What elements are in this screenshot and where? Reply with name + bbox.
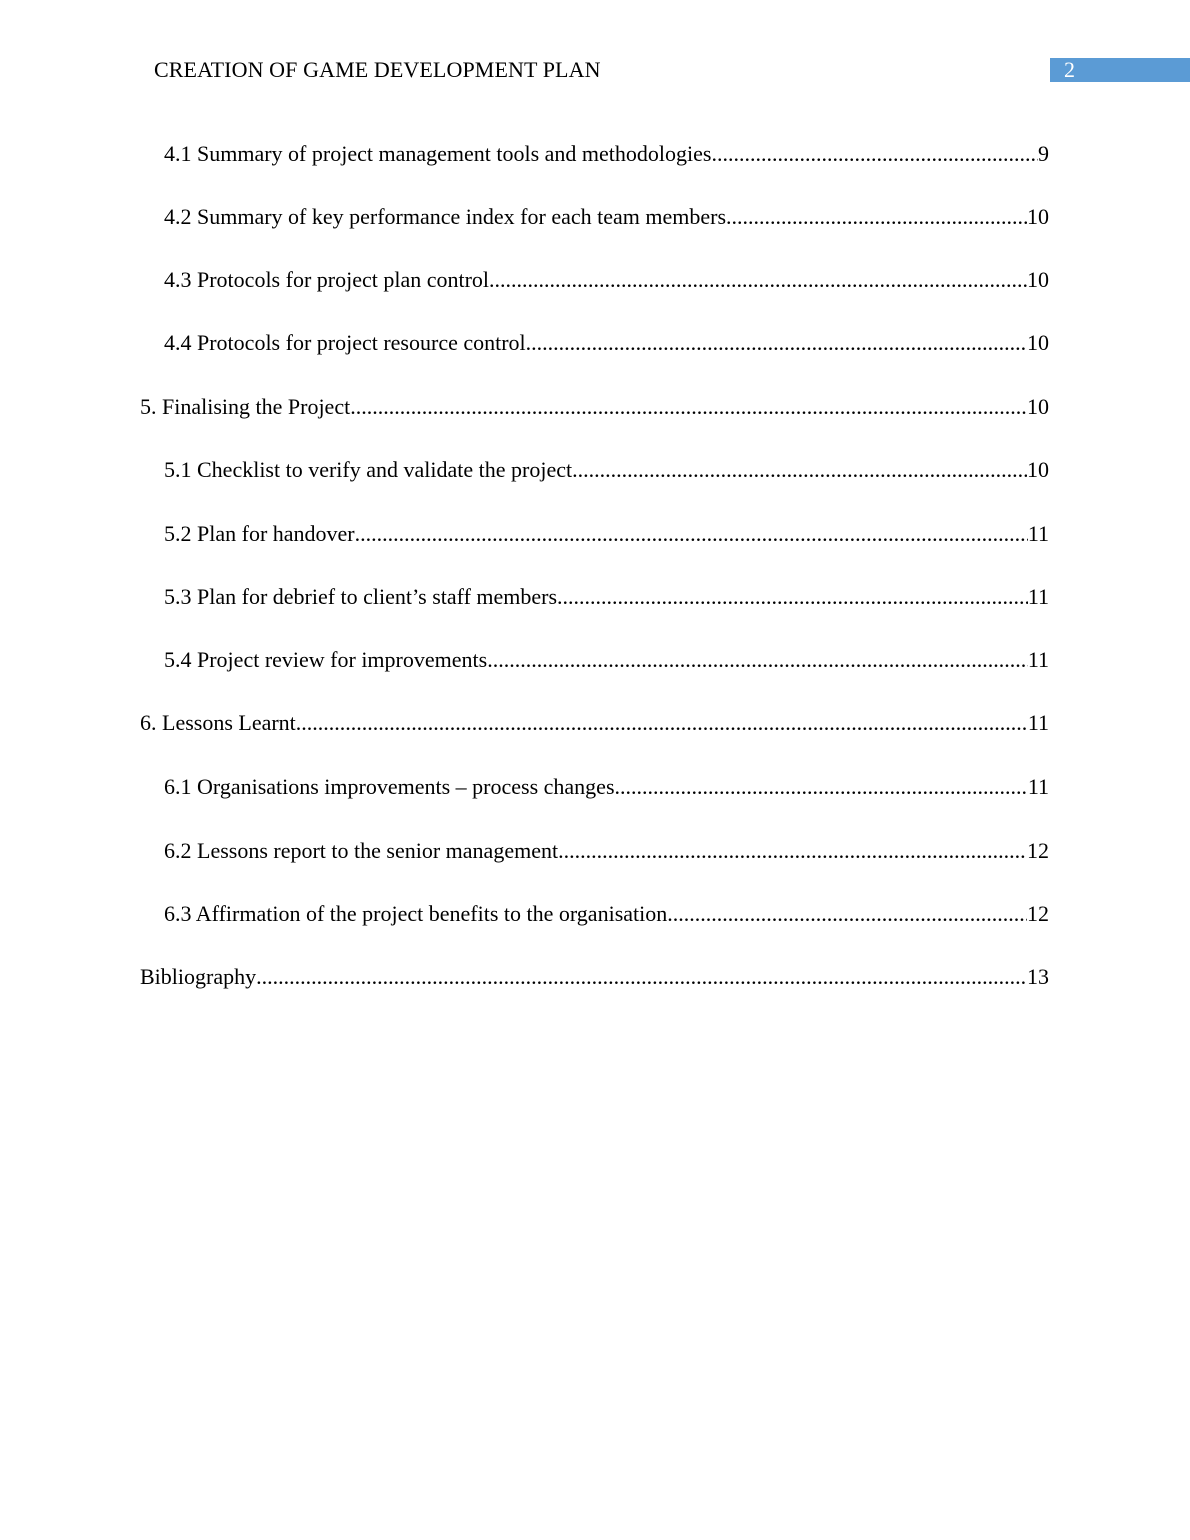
toc-entry-page: 10 <box>1027 267 1049 292</box>
toc-entry[interactable] <box>164 900 1049 928</box>
toc-entry[interactable] <box>164 329 1049 357</box>
toc-entry[interactable] <box>164 773 1049 801</box>
toc-entry-page: 10 <box>1027 204 1049 229</box>
toc-entry-page: 10 <box>1027 457 1049 482</box>
toc-entry-title: 6.1 Organisations improvements – process changes <box>164 774 615 799</box>
toc-entry-title: 5.2 Plan for handover <box>164 521 355 546</box>
toc-dot-leader <box>615 773 1028 801</box>
toc-entry-page: 13 <box>1027 964 1049 989</box>
toc-entry-title: 5.3 Plan for debrief to client’s staff members <box>164 584 558 609</box>
toc-entry-page: 12 <box>1027 838 1049 863</box>
toc-dot-leader <box>256 963 1027 991</box>
toc-dot-leader <box>355 520 1028 548</box>
toc-entry-title: 6.3 Affirmation of the project benefits to the organisation <box>164 901 668 926</box>
toc-entry-page: 11 <box>1027 584 1049 609</box>
toc-entry[interactable] <box>140 393 1049 421</box>
toc-dot-leader <box>296 709 1028 737</box>
toc-dot-leader <box>350 393 1027 421</box>
toc-dot-leader <box>572 456 1027 484</box>
toc-entry[interactable] <box>140 709 1049 737</box>
toc-entry-title: 4.2 Summary of key performance index for each team members <box>164 204 727 229</box>
toc-dot-leader <box>726 203 1027 231</box>
toc-entry[interactable] <box>164 646 1049 674</box>
toc-entry-page: 11 <box>1027 521 1049 546</box>
toc-entry-page: 11 <box>1027 710 1049 735</box>
toc-entry-page: 12 <box>1027 901 1049 926</box>
toc-entry-title: Bibliography <box>140 964 257 989</box>
toc-entry-page: 11 <box>1027 774 1049 799</box>
toc-entry-page: 9 <box>1038 141 1049 166</box>
toc-dot-leader <box>526 329 1027 357</box>
toc-dot-leader <box>489 266 1027 294</box>
toc-entry[interactable] <box>164 203 1049 231</box>
toc-dot-leader <box>667 900 1027 928</box>
toc-entry-page: 10 <box>1027 330 1049 355</box>
toc-entry-title: 5.4 Project review for improvements <box>164 647 488 672</box>
toc-entry-title: 4.4 Protocols for project resource control <box>164 330 526 355</box>
toc-entry[interactable] <box>164 583 1049 611</box>
toc-entry[interactable] <box>164 456 1049 484</box>
toc-dot-leader <box>557 583 1028 611</box>
toc-entry-title: 4.1 Summary of project management tools and methodologies <box>164 141 712 166</box>
toc-entry[interactable] <box>164 837 1049 865</box>
page-number-badge <box>1050 58 1190 82</box>
toc-entry[interactable] <box>164 266 1049 294</box>
toc-entry[interactable] <box>164 520 1049 548</box>
toc-entry[interactable] <box>164 140 1049 168</box>
toc-entry-title: 6. Lessons Learnt <box>140 710 296 735</box>
toc-entry-page: 10 <box>1027 394 1049 419</box>
toc-entry-title: 6.2 Lessons report to the senior management <box>164 838 559 863</box>
toc-entry-title: 5. Finalising the Project <box>140 394 351 419</box>
toc-entry[interactable] <box>140 963 1049 991</box>
toc-dot-leader <box>711 140 1038 168</box>
toc-entry-title: 5.1 Checklist to verify and validate the project <box>164 457 573 482</box>
toc-entry-title: 4.3 Protocols for project plan control <box>164 267 490 292</box>
toc-dot-leader <box>487 646 1028 674</box>
toc-dot-leader <box>558 837 1027 865</box>
running-header-title: CREATION OF GAME DEVELOPMENT PLAN <box>154 57 601 82</box>
page-number: 2 <box>1064 57 1075 82</box>
toc-entry-page: 11 <box>1027 647 1049 672</box>
